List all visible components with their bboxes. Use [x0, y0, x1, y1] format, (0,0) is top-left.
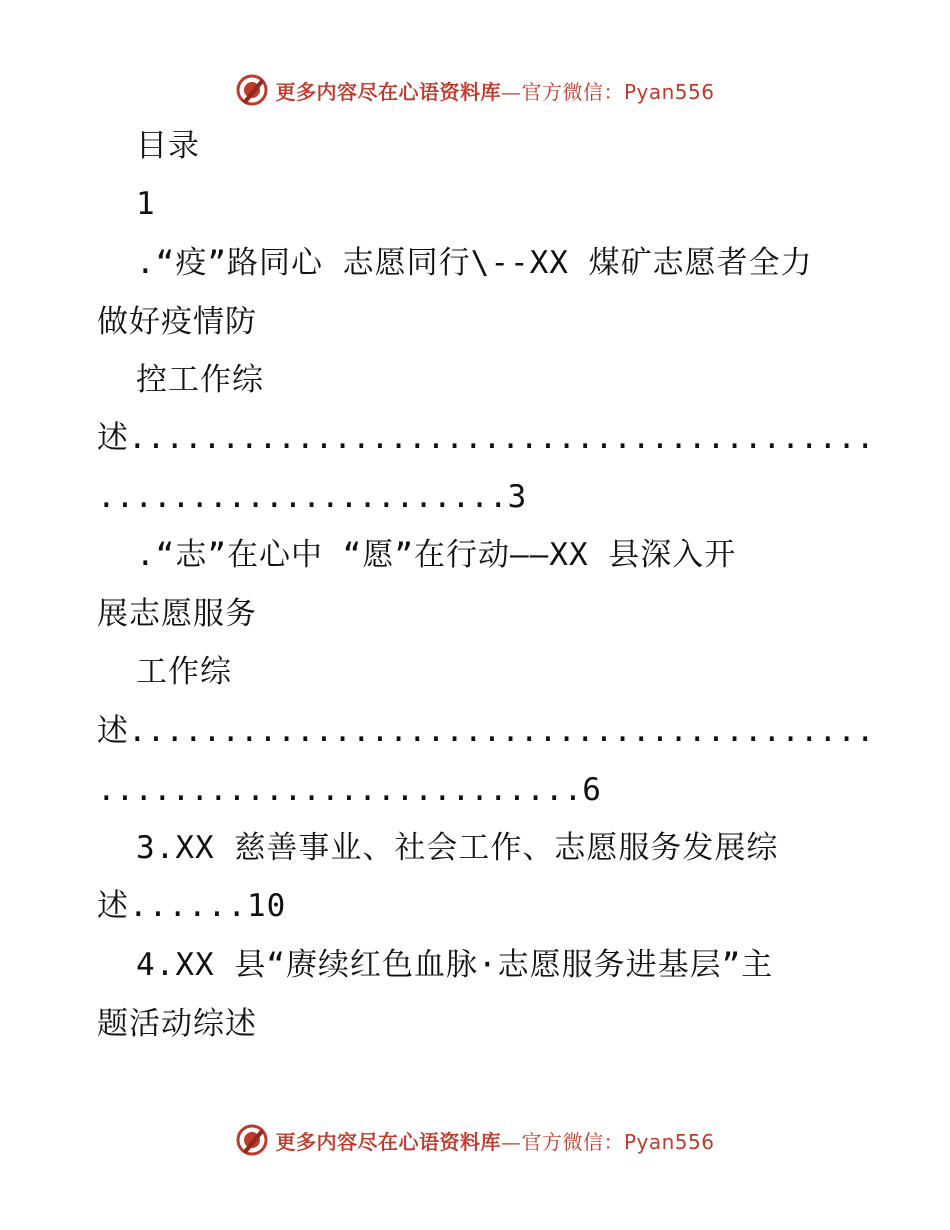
footer-banner-text: [275, 1126, 714, 1155]
toc-line: .“志”在心中 “愿”在行动——XX 县深入开: [136, 537, 737, 573]
footer-banner-main: 更多内容尽在心语资料库: [275, 1129, 501, 1154]
header-banner-content: [235, 73, 714, 107]
toc-line: 题活动综述: [97, 1006, 257, 1042]
toc-line: 4.XX 县“赓续红色血脉·志愿服务进基层”主: [136, 947, 774, 983]
toc-line: 3.XX 慈善事业、社会工作、志愿服务发展综: [136, 830, 779, 866]
footer-banner-content: [235, 1123, 714, 1157]
footer-banner-sep: —: [500, 1129, 522, 1154]
header-banner-text: [275, 76, 714, 105]
footer-banner: [0, 1120, 950, 1160]
toc-line: 述........................................: [97, 713, 875, 749]
toc-line: ..........................6: [97, 772, 601, 808]
toc-line: 工作综: [136, 654, 232, 690]
header-banner-sep: —: [500, 79, 522, 104]
toc-line: 述........................................: [97, 420, 875, 456]
pen-circle-logo-icon: [235, 73, 269, 107]
header-banner-wechat: 官方微信：Pyan556: [521, 79, 715, 104]
toc-title: 目录: [136, 128, 200, 164]
toc-line: 控工作综: [136, 362, 264, 398]
toc-line: 做好疫情防: [97, 304, 257, 340]
toc-line: 1: [136, 186, 156, 222]
header-banner: [0, 70, 950, 110]
toc-line: ......................3: [97, 479, 527, 515]
header-banner-main: 更多内容尽在心语资料库: [275, 79, 501, 104]
footer-banner-wechat: 官方微信：Pyan556: [521, 1129, 715, 1154]
toc-line: 展志愿服务: [97, 596, 257, 632]
toc-line: 述......10: [97, 888, 287, 924]
pen-circle-logo-icon: [235, 1123, 269, 1157]
toc-line: .“疫”路同心 志愿同行\--XX 煤矿志愿者全力: [136, 245, 813, 281]
